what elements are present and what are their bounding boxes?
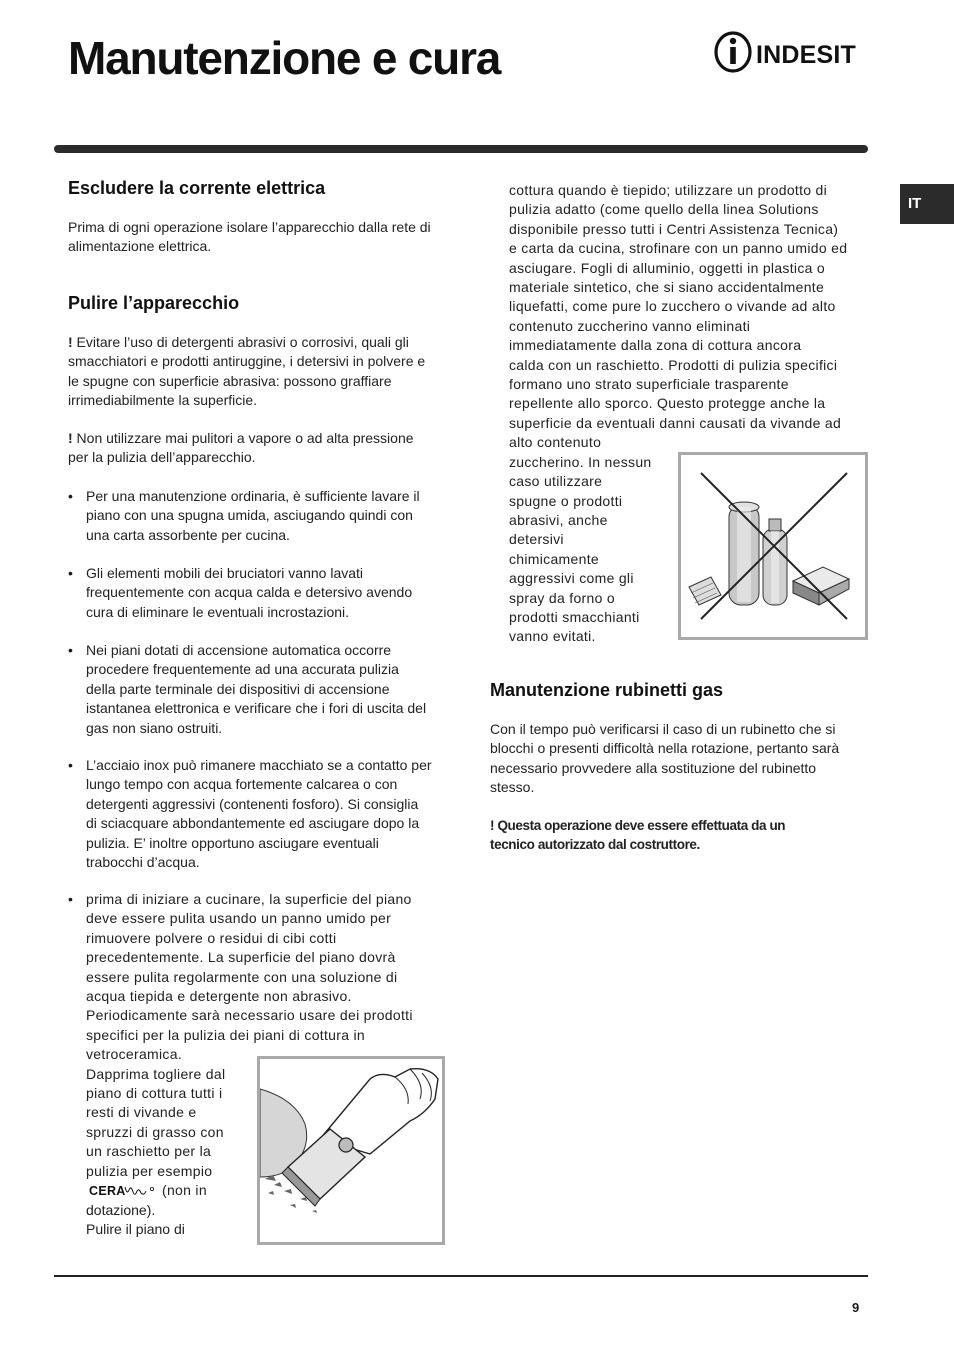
text-line: lungo tempo con acqua fortemente calcarea o con [86,776,398,793]
crossed-products-icon [681,455,865,637]
text-line: precedentemente. La superficie del piano dovrà [86,949,396,966]
text-line: asciugare. Fogli di alluminio, oggetti in plastica o [509,259,825,276]
text-line: necessario provvedere alla sostituzione del rubinetto [490,759,817,776]
text-line: di sciacquare abbondantemente ed asciugare dopo la [86,815,420,832]
list-item [68,564,448,622]
section-heading-cleaning: Pulire l’apparecchio [68,293,240,313]
text-line: cottura quando è tiepido; utilizzare un prodotto di [509,182,828,198]
text-line: istantanea elettronica e verificare che i fori di uscita del [86,700,427,717]
text-line: (non in [162,1182,207,1199]
text-line: Prima di ogni operazione isolare l’apparecchio dalla rete di [68,219,431,235]
text-line: liquefatti, come pure lo zucchero o vivande ad alto [509,298,836,315]
warning-mark: ! [68,334,73,350]
text-line: disponibile presso tutti i Centri Assistenza Tecnica) [509,220,839,237]
text-line: Con il tempo può verificarsi il caso di un rubinetto che si [490,721,836,737]
header-divider [54,145,868,153]
text-line: specifici per la pulizia dei piani di cottura in [86,1026,365,1043]
brand-wordmark: INDESIT [756,41,857,69]
section-heading-power: Escludere la corrente elettrica [68,178,326,198]
bullet-icon: • [68,565,73,581]
text-line: alto contenuto [509,434,602,451]
text-line: gas non siano ostruiti. [86,719,223,736]
page-number: 9 [852,1300,860,1315]
indesit-logo-icon [712,30,872,76]
text-line: Dapprima togliere dal [86,1065,226,1082]
text-line: cura di eliminare le eventuali incrostazioni. [86,603,350,620]
text-line: deve essere pulita usando un panno umido per [86,910,392,927]
text-line: frequentemente con acqua calda e detersivo avendo [86,584,413,601]
forbidden-products-illustration [678,452,868,640]
bullet-icon: • [68,757,73,773]
text-line: Pulire il piano di [86,1220,185,1237]
cera-logo [86,1181,162,1200]
language-tab: IT [900,184,954,224]
text-line: superficie da eventuali danni causati da vivande ad [509,414,842,431]
bullet-icon: • [68,891,73,907]
text-line: Gli elementi mobili dei bruciatori vanno lavati [86,565,364,581]
list-item [68,756,448,872]
warning-steam [68,429,453,468]
warning-abrasives [68,333,453,411]
text-line: chimicamente [509,550,599,567]
footer-divider [54,1275,868,1277]
text-line: zuccherino. In nessun [509,453,652,470]
cera-logo-text: CERA [89,1184,126,1198]
text-line: un raschietto per la [86,1143,212,1160]
text-line: procedere frequentemente ad una accurata pulizia [86,661,399,678]
text-line: resti di vivande e [86,1104,197,1121]
text-line: piano con una spugna umida, asciugando quindi con [86,507,413,524]
text-line: immediatamente dalla zona di cottura ancora [509,337,802,354]
text-line: spruzzi di grasso con [86,1123,224,1140]
text-line: aggressivi come gli [509,570,634,587]
text-line: dotazione). [86,1201,156,1218]
text-line: della parte terminale dei dispositivi di accensione [86,680,390,697]
text-line: smacchiatori e prodotti antiruggine, i detersivi in polvere e [68,353,426,370]
warning-mark: ! [68,430,73,446]
text-line: Per una manutenzione ordinaria, è sufficiente lavare il [86,488,420,504]
text-line: Periodicamente sarà necessario usare dei prodotti [86,1007,413,1024]
text-line: ! Questa operazione deve essere effettuata da un [490,818,786,833]
text-line: L’acciaio inox può rimanere macchiato se a contatto per [86,757,432,773]
text-line: detersivi [509,531,564,548]
text-line: essere pulita regolarmente con una soluzione di [86,968,398,985]
text-line: abrasivi, anche [509,511,608,528]
bullet-icon: • [68,642,73,658]
text-line: blocchi o presenti difficoltà nella rotazione, pertanto sarà [490,740,840,757]
scraper-hand-icon [260,1059,442,1242]
text-line: detergenti aggressivi (contenenti fosforo). Si consiglia [86,795,419,812]
text-line: irrimediabilmente la superficie. [68,392,258,409]
text-line: Non utilizzare mai pulitori a vapore o ad alta pressione [72,430,414,446]
text-line: vanno evitati. [509,628,596,645]
text-line: una carta assorbente per cucina. [86,526,290,543]
text-line: prima di iniziare a cucinare, la superficie del piano [86,891,412,907]
text-line: rimuovere polvere o residui di cibi cotti [86,929,337,946]
text-line: piano di cottura tutti i [86,1085,223,1102]
scraper-illustration [257,1056,445,1245]
text-line: vetroceramica. [86,1046,183,1063]
text-line: spugne o prodotti [509,492,623,509]
text-line: formano uno strato superficiale trasparente [509,376,789,393]
technician-note [490,816,875,855]
brand-logo [712,30,872,76]
text-line: e carta da cucina, strofinare con un panno umido ed [509,240,848,257]
text-line: calda con un raschietto. Prodotti di pulizia specifici [509,356,838,373]
text-line: Evitare l’uso di detergenti abrasivi o corrosivi, quali gli [72,334,409,350]
gas-taps-paragraph [490,720,875,798]
cera-line [86,1181,256,1200]
text-line: alimentazione elettrica. [68,238,212,255]
page-title: Manutenzione e cura [68,32,501,84]
text-line: pulizia adatto (come quello della linea Solutions [509,201,819,218]
text-line: pulizia per esempio [86,1162,213,1179]
bullet-icon: • [68,488,73,504]
text-line: prodotti smacchianti [509,608,640,625]
list-item [68,641,448,738]
list-item [68,487,448,545]
text-line: acqua tiepida e detergente non abrasivo. [86,988,352,1005]
text-line: caso utilizzare [509,473,603,490]
text-line: trabocchi d’acqua. [86,854,200,871]
text-line: contenuto zuccherino vanno eliminati [509,317,751,334]
text-line: spray da forno o [509,589,615,606]
text-line: Nei piani dotati di accensione automatica occorre [86,642,392,658]
text-line: pulizia. E’ inoltre opportuno asciugare eventuali [86,834,379,851]
power-paragraph [68,218,453,257]
text-line: le spugne con superficie abrasiva: possono graffiare [68,372,392,389]
cera-logo-icon [86,1183,158,1197]
text-line: materiale sintetico, che si siano accidentalmente [509,279,825,296]
text-line: per la pulizia dell’apparecchio. [68,449,256,466]
section-heading-gas-taps: Manutenzione rubinetti gas [490,680,724,700]
text-line: stesso. [490,779,535,796]
text-line: tecnico autorizzato dal costruttore. [490,837,700,853]
text-line: repellente allo sporco. Questo protegge anche la [509,395,826,412]
